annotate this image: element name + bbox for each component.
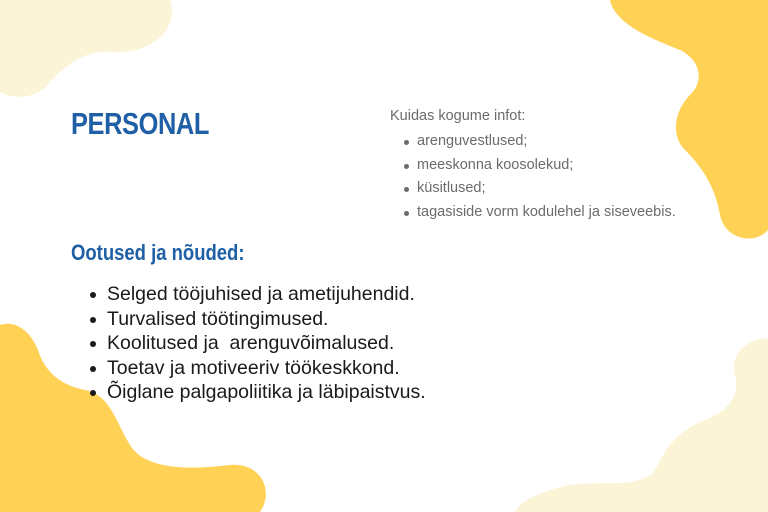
requirement-item: Selged tööjuhised ja ametijuhendid. [90,282,426,307]
blob-top-left [0,0,172,97]
info-item: meeskonna koosolekud; [404,154,676,178]
info-block [390,107,676,224]
requirements-list [90,282,426,405]
requirements-heading: Ootused ja nõuded: [71,240,245,265]
requirement-item: Toetav ja motiveeriv töökeskkond. [90,356,426,381]
info-item: küsitlused; [404,177,676,201]
info-heading: Kuidas kogume infot: [390,108,526,124]
blob-bottom-right [515,338,768,512]
info-list [390,130,676,224]
slide-title: PERSONAL [71,106,209,141]
requirement-item: Koolitused ja arenguvõimalused. [90,331,426,356]
info-item: arenguvestlused; [404,130,676,154]
requirement-item: Õiglane palgapoliitika ja läbipaistvus. [90,380,426,405]
requirement-item: Turvalised töötingimused. [90,307,426,332]
info-item: tagasiside vorm kodulehel ja siseveebis. [404,201,676,225]
